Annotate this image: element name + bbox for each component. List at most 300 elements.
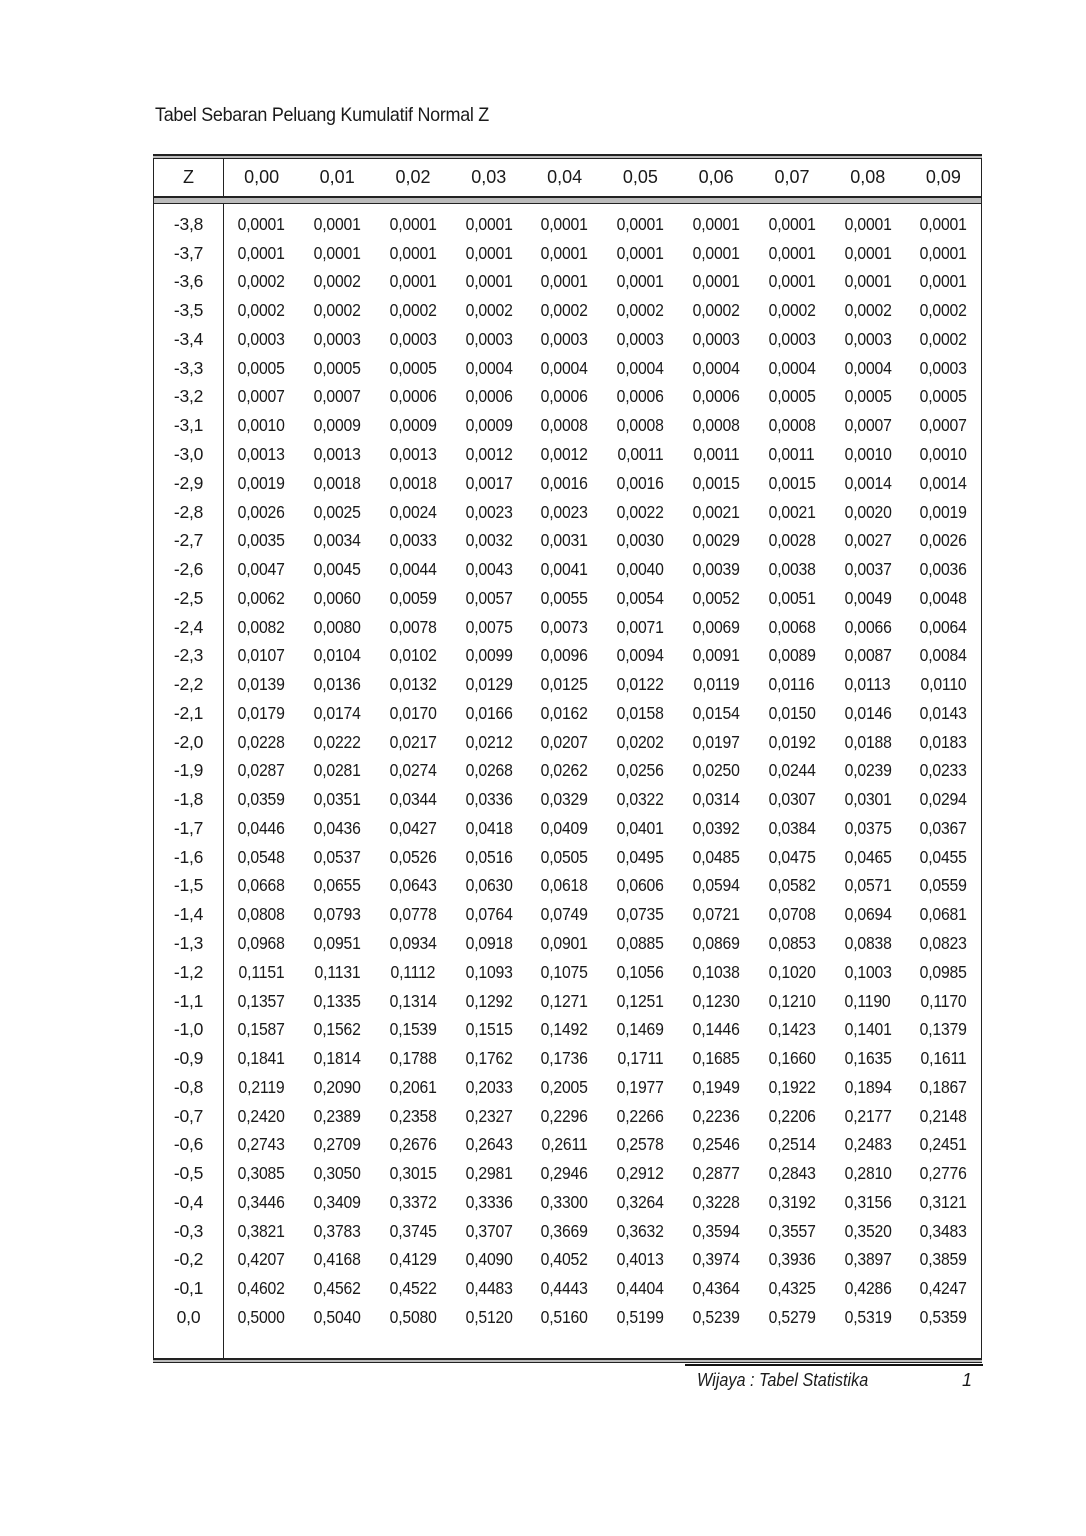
probability-cell xyxy=(375,268,451,297)
probability-cell xyxy=(602,613,678,642)
probability-cell xyxy=(299,383,375,412)
probability-value: 0,0003 xyxy=(389,328,437,349)
probability-value: 0,0384 xyxy=(768,817,816,838)
probability-cell xyxy=(527,872,603,901)
probability-cell xyxy=(527,900,603,929)
probability-cell xyxy=(299,613,375,642)
probability-cell xyxy=(375,1159,451,1188)
probability-cell xyxy=(224,1044,300,1073)
probability-value: 0,1423 xyxy=(768,1019,816,1040)
probability-cell xyxy=(602,872,678,901)
probability-cell xyxy=(830,958,906,987)
probability-value: 0,0033 xyxy=(389,530,437,551)
probability-value: 0,0013 xyxy=(238,444,286,464)
probability-cell xyxy=(678,1274,754,1303)
probability-value: 0,0002 xyxy=(616,300,664,321)
probability-value: 0,0002 xyxy=(844,300,892,321)
probability-cell xyxy=(830,613,906,642)
probability-cell xyxy=(830,383,906,412)
probability-value: 0,2709 xyxy=(313,1134,361,1155)
probability-cell xyxy=(527,1044,603,1073)
table-row xyxy=(154,1274,982,1303)
probability-value: 0,1151 xyxy=(238,961,285,982)
probability-value: 0,0069 xyxy=(692,616,740,637)
probability-cell xyxy=(602,1246,678,1275)
probability-value: 0,3859 xyxy=(919,1249,967,1270)
probability-cell xyxy=(375,987,451,1016)
probability-cell xyxy=(678,929,754,958)
probability-cell xyxy=(375,1073,451,1102)
probability-cell xyxy=(224,613,300,642)
probability-cell xyxy=(602,1303,678,1332)
probability-value: 0,0030 xyxy=(616,530,664,551)
probability-value: 0,0150 xyxy=(768,702,816,723)
probability-cell xyxy=(451,296,527,325)
probability-value: 0,5080 xyxy=(389,1306,437,1327)
probability-cell xyxy=(906,843,982,872)
probability-value: 0,3300 xyxy=(541,1191,589,1212)
probability-value: 0,0287 xyxy=(238,760,286,781)
probability-cell xyxy=(527,204,603,239)
probability-value: 0,3936 xyxy=(768,1249,816,1270)
probability-value: 0,0228 xyxy=(238,731,286,752)
probability-value: 0,3372 xyxy=(389,1191,437,1212)
table-row xyxy=(154,469,982,498)
row-z-value: -1,6 xyxy=(154,843,224,872)
probability-cell xyxy=(375,613,451,642)
probability-cell xyxy=(754,757,830,786)
probability-value: 0,0078 xyxy=(389,616,437,637)
probability-value: 0,0212 xyxy=(465,731,513,752)
probability-cell xyxy=(224,1217,300,1246)
row-z-value: -0,4 xyxy=(154,1188,224,1217)
table-row xyxy=(154,1246,982,1275)
probability-cell xyxy=(678,613,754,642)
probability-value: 0,1335 xyxy=(313,990,361,1011)
probability-cell xyxy=(678,498,754,527)
probability-cell xyxy=(906,296,982,325)
probability-value: 0,1401 xyxy=(844,1019,892,1040)
table-row xyxy=(154,440,982,469)
probability-value: 0,0008 xyxy=(692,415,740,436)
row-z-value: -0,3 xyxy=(154,1217,224,1246)
probability-value: 0,1660 xyxy=(768,1048,816,1069)
probability-cell xyxy=(602,670,678,699)
probability-value: 0,0495 xyxy=(616,846,664,867)
probability-value: 0,0021 xyxy=(692,501,740,522)
probability-cell xyxy=(375,526,451,555)
probability-cell xyxy=(451,469,527,498)
probability-value: 0,2389 xyxy=(313,1105,361,1126)
probability-value: 0,0375 xyxy=(844,817,892,838)
table-row xyxy=(154,584,982,613)
probability-cell xyxy=(527,929,603,958)
probability-value: 0,0023 xyxy=(541,501,589,522)
probability-cell xyxy=(451,526,527,555)
probability-cell xyxy=(906,641,982,670)
probability-cell xyxy=(754,1015,830,1044)
row-z-value: -2,6 xyxy=(154,555,224,584)
row-z-value: -2,4 xyxy=(154,613,224,642)
probability-value: 0,0068 xyxy=(768,616,816,637)
probability-cell xyxy=(830,440,906,469)
probability-value: 0,2877 xyxy=(692,1163,740,1184)
probability-value: 0,0043 xyxy=(465,559,513,580)
probability-cell xyxy=(906,440,982,469)
probability-cell xyxy=(224,1274,300,1303)
probability-value: 0,0082 xyxy=(238,616,286,637)
probability-cell xyxy=(451,1246,527,1275)
probability-value: 0,3050 xyxy=(313,1163,361,1184)
probability-cell xyxy=(906,613,982,642)
probability-cell xyxy=(375,239,451,268)
probability-cell xyxy=(678,440,754,469)
header-col: 0,08 xyxy=(850,167,886,187)
probability-cell xyxy=(830,1015,906,1044)
probability-value: 0,0013 xyxy=(389,444,437,464)
probability-value: 0,0418 xyxy=(465,817,513,838)
probability-cell xyxy=(299,872,375,901)
probability-value: 0,0057 xyxy=(465,587,513,608)
row-z-value: -2,8 xyxy=(154,498,224,527)
probability-value: 0,1515 xyxy=(465,1019,513,1040)
table-row xyxy=(154,987,982,1016)
table-row xyxy=(154,1159,982,1188)
probability-value: 0,2981 xyxy=(465,1163,513,1184)
probability-cell xyxy=(830,1044,906,1073)
probability-cell xyxy=(678,1303,754,1332)
probability-value: 0,5120 xyxy=(465,1306,513,1327)
probability-cell xyxy=(830,1188,906,1217)
probability-cell xyxy=(754,900,830,929)
probability-cell xyxy=(299,814,375,843)
probability-cell xyxy=(451,872,527,901)
probability-cell xyxy=(906,900,982,929)
probability-cell xyxy=(527,1188,603,1217)
probability-value: 0,1788 xyxy=(389,1048,437,1069)
probability-value: 0,0146 xyxy=(844,702,892,723)
probability-value: 0,0003 xyxy=(692,328,740,349)
probability-value: 0,0721 xyxy=(692,904,740,925)
header-col: 0,09 xyxy=(925,167,961,187)
probability-cell xyxy=(678,1217,754,1246)
row-z-value: -3,8 xyxy=(154,204,224,239)
probability-cell xyxy=(375,1044,451,1073)
probability-value: 0,0011 xyxy=(769,444,815,464)
probability-value: 0,0166 xyxy=(465,702,513,723)
probability-value: 0,0009 xyxy=(313,415,361,436)
probability-cell xyxy=(224,929,300,958)
table-row xyxy=(154,1217,982,1246)
probability-cell xyxy=(299,785,375,814)
probability-value: 0,0002 xyxy=(238,271,286,292)
probability-cell xyxy=(830,1246,906,1275)
probability-cell xyxy=(754,987,830,1016)
probability-value: 0,0110 xyxy=(920,674,967,695)
probability-value: 0,0001 xyxy=(919,242,967,263)
probability-cell xyxy=(754,1188,830,1217)
probability-value: 0,0031 xyxy=(541,530,589,551)
probability-cell xyxy=(527,728,603,757)
probability-value: 0,0918 xyxy=(465,933,513,954)
probability-cell xyxy=(299,584,375,613)
probability-cell xyxy=(754,843,830,872)
probability-cell xyxy=(299,239,375,268)
probability-value: 0,0006 xyxy=(465,386,513,407)
probability-cell xyxy=(451,670,527,699)
probability-value: 0,3483 xyxy=(919,1220,967,1241)
probability-value: 0,0322 xyxy=(616,789,664,810)
probability-value: 0,0003 xyxy=(541,328,589,349)
probability-value: 0,0002 xyxy=(313,300,361,321)
probability-cell xyxy=(830,987,906,1016)
probability-cell xyxy=(527,325,603,354)
probability-cell xyxy=(830,757,906,786)
probability-cell xyxy=(224,204,300,239)
probability-value: 0,0017 xyxy=(465,472,513,493)
probability-value: 0,2206 xyxy=(768,1105,816,1126)
probability-value: 0,1292 xyxy=(465,990,513,1011)
probability-value: 0,0001 xyxy=(768,213,816,234)
probability-value: 0,0075 xyxy=(465,616,513,637)
probability-value: 0,0087 xyxy=(844,645,892,666)
probability-value: 0,0735 xyxy=(616,904,664,925)
probability-value: 0,2236 xyxy=(692,1105,740,1126)
probability-cell xyxy=(830,699,906,728)
probability-value: 0,0268 xyxy=(465,760,513,781)
probability-cell xyxy=(375,929,451,958)
probability-cell xyxy=(375,204,451,239)
probability-value: 0,0446 xyxy=(238,817,286,838)
probability-value: 0,0901 xyxy=(541,933,589,954)
row-z-value: -3,7 xyxy=(154,239,224,268)
probability-value: 0,1841 xyxy=(238,1048,286,1069)
probability-value: 0,0080 xyxy=(313,616,361,637)
probability-value: 0,0571 xyxy=(844,875,892,896)
probability-cell xyxy=(906,1217,982,1246)
probability-value: 0,0192 xyxy=(768,731,816,752)
probability-value: 0,0005 xyxy=(313,357,361,378)
probability-value: 0,0003 xyxy=(616,328,664,349)
probability-cell xyxy=(375,728,451,757)
probability-cell xyxy=(602,929,678,958)
row-z-value: -0,5 xyxy=(154,1159,224,1188)
probability-cell xyxy=(602,204,678,239)
probability-value: 0,3409 xyxy=(313,1191,361,1212)
probability-cell xyxy=(830,872,906,901)
probability-cell xyxy=(602,641,678,670)
probability-value: 0,0001 xyxy=(919,213,967,234)
probability-value: 0,0014 xyxy=(844,472,892,493)
probability-cell xyxy=(678,1102,754,1131)
probability-value: 0,5199 xyxy=(616,1306,664,1327)
probability-cell xyxy=(754,872,830,901)
probability-cell xyxy=(602,296,678,325)
probability-cell xyxy=(602,900,678,929)
probability-cell xyxy=(451,900,527,929)
probability-value: 0,0020 xyxy=(844,501,892,522)
probability-value: 0,1251 xyxy=(616,990,664,1011)
probability-cell xyxy=(299,411,375,440)
probability-cell xyxy=(451,1102,527,1131)
probability-value: 0,0002 xyxy=(768,300,816,321)
probability-value: 0,4522 xyxy=(389,1278,437,1299)
probability-cell xyxy=(678,1159,754,1188)
probability-cell xyxy=(527,757,603,786)
probability-value: 0,0217 xyxy=(389,731,437,752)
probability-cell xyxy=(906,728,982,757)
probability-value: 0,0485 xyxy=(692,846,740,867)
row-z-value: -1,9 xyxy=(154,757,224,786)
probability-cell xyxy=(754,296,830,325)
probability-cell xyxy=(527,1159,603,1188)
probability-value: 0,4052 xyxy=(541,1249,589,1270)
probability-value: 0,0048 xyxy=(919,587,967,608)
probability-cell xyxy=(906,872,982,901)
header-col: 0,06 xyxy=(698,167,734,187)
probability-value: 0,0125 xyxy=(541,674,589,695)
probability-cell xyxy=(224,354,300,383)
probability-cell xyxy=(451,929,527,958)
probability-cell xyxy=(299,1246,375,1275)
probability-value: 0,0004 xyxy=(541,357,589,378)
probability-cell xyxy=(754,268,830,297)
probability-cell xyxy=(527,987,603,1016)
probability-value: 0,0401 xyxy=(616,817,664,838)
probability-value: 0,0005 xyxy=(768,386,816,407)
probability-cell xyxy=(224,728,300,757)
probability-cell xyxy=(754,239,830,268)
probability-cell xyxy=(906,1274,982,1303)
probability-value: 0,0281 xyxy=(313,760,361,781)
row-z-value: -0,6 xyxy=(154,1131,224,1160)
probability-value: 0,1230 xyxy=(692,990,740,1011)
probability-cell xyxy=(451,325,527,354)
row-z-value: -3,5 xyxy=(154,296,224,325)
probability-cell xyxy=(299,1188,375,1217)
probability-value: 0,0062 xyxy=(238,587,286,608)
probability-cell xyxy=(299,555,375,584)
probability-cell xyxy=(678,728,754,757)
probability-cell xyxy=(527,670,603,699)
row-z-value: -2,1 xyxy=(154,699,224,728)
probability-value: 0,0708 xyxy=(768,904,816,925)
probability-cell xyxy=(375,1274,451,1303)
probability-cell xyxy=(527,1303,603,1332)
probability-cell xyxy=(754,699,830,728)
probability-value: 0,0001 xyxy=(541,271,589,292)
probability-cell xyxy=(375,1131,451,1160)
row-z-value: -1,3 xyxy=(154,929,224,958)
probability-value: 0,0107 xyxy=(238,645,286,666)
probability-cell xyxy=(754,1044,830,1073)
probability-cell xyxy=(602,239,678,268)
probability-value: 0,3557 xyxy=(768,1220,816,1241)
probability-cell xyxy=(527,843,603,872)
probability-cell xyxy=(527,1015,603,1044)
probability-value: 0,0158 xyxy=(616,702,664,723)
probability-cell xyxy=(375,584,451,613)
probability-cell xyxy=(527,239,603,268)
probability-cell xyxy=(375,1303,451,1332)
probability-cell xyxy=(602,440,678,469)
probability-cell xyxy=(602,843,678,872)
probability-value: 0,2676 xyxy=(389,1134,437,1155)
table-row xyxy=(154,785,982,814)
probability-cell xyxy=(906,757,982,786)
probability-cell xyxy=(906,383,982,412)
probability-cell xyxy=(678,670,754,699)
probability-value: 0,1003 xyxy=(844,961,892,982)
table-row xyxy=(154,929,982,958)
probability-value: 0,0004 xyxy=(616,357,664,378)
probability-value: 0,0002 xyxy=(313,271,361,292)
probability-cell xyxy=(451,699,527,728)
probability-cell xyxy=(830,1217,906,1246)
probability-cell xyxy=(375,555,451,584)
probability-cell xyxy=(830,1159,906,1188)
probability-value: 0,1379 xyxy=(919,1019,967,1040)
probability-cell xyxy=(906,1102,982,1131)
probability-value: 0,0475 xyxy=(768,846,816,867)
probability-value: 0,0032 xyxy=(465,530,513,551)
probability-value: 0,0091 xyxy=(692,645,740,666)
probability-cell xyxy=(602,1044,678,1073)
table-row xyxy=(154,1131,982,1160)
table-row xyxy=(154,872,982,901)
probability-value: 0,0116 xyxy=(769,674,815,695)
header-col: 0,04 xyxy=(547,167,583,187)
probability-value: 0,5319 xyxy=(844,1306,892,1327)
probability-value: 0,0537 xyxy=(313,846,361,867)
table-bottom-rule xyxy=(153,1358,982,1363)
probability-cell xyxy=(224,555,300,584)
probability-cell xyxy=(830,239,906,268)
probability-value: 0,1814 xyxy=(313,1048,361,1069)
probability-value: 0,1020 xyxy=(768,961,816,982)
probability-cell xyxy=(299,987,375,1016)
probability-cell xyxy=(906,469,982,498)
probability-cell xyxy=(375,354,451,383)
probability-value: 0,0526 xyxy=(389,846,437,867)
probability-cell xyxy=(754,1274,830,1303)
probability-value: 0,0018 xyxy=(313,472,361,493)
probability-cell xyxy=(375,699,451,728)
probability-cell xyxy=(602,1217,678,1246)
probability-cell xyxy=(906,498,982,527)
probability-cell xyxy=(678,526,754,555)
probability-value: 0,0001 xyxy=(541,242,589,263)
page-number: 1 xyxy=(962,1370,973,1390)
probability-value: 0,0262 xyxy=(541,760,589,781)
probability-value: 0,0618 xyxy=(541,875,589,896)
probability-cell xyxy=(299,929,375,958)
row-z-value: -0,8 xyxy=(154,1073,224,1102)
table-row xyxy=(154,325,982,354)
probability-value: 0,0002 xyxy=(692,300,740,321)
probability-cell xyxy=(527,555,603,584)
table-row xyxy=(154,296,982,325)
probability-value: 0,0008 xyxy=(616,415,664,436)
probability-value: 0,0003 xyxy=(238,328,286,349)
probability-value: 0,4013 xyxy=(616,1249,664,1270)
probability-cell xyxy=(527,296,603,325)
probability-cell xyxy=(754,641,830,670)
probability-value: 0,1210 xyxy=(768,990,816,1011)
probability-cell xyxy=(299,1131,375,1160)
probability-cell xyxy=(830,469,906,498)
probability-value: 0,1492 xyxy=(541,1019,589,1040)
